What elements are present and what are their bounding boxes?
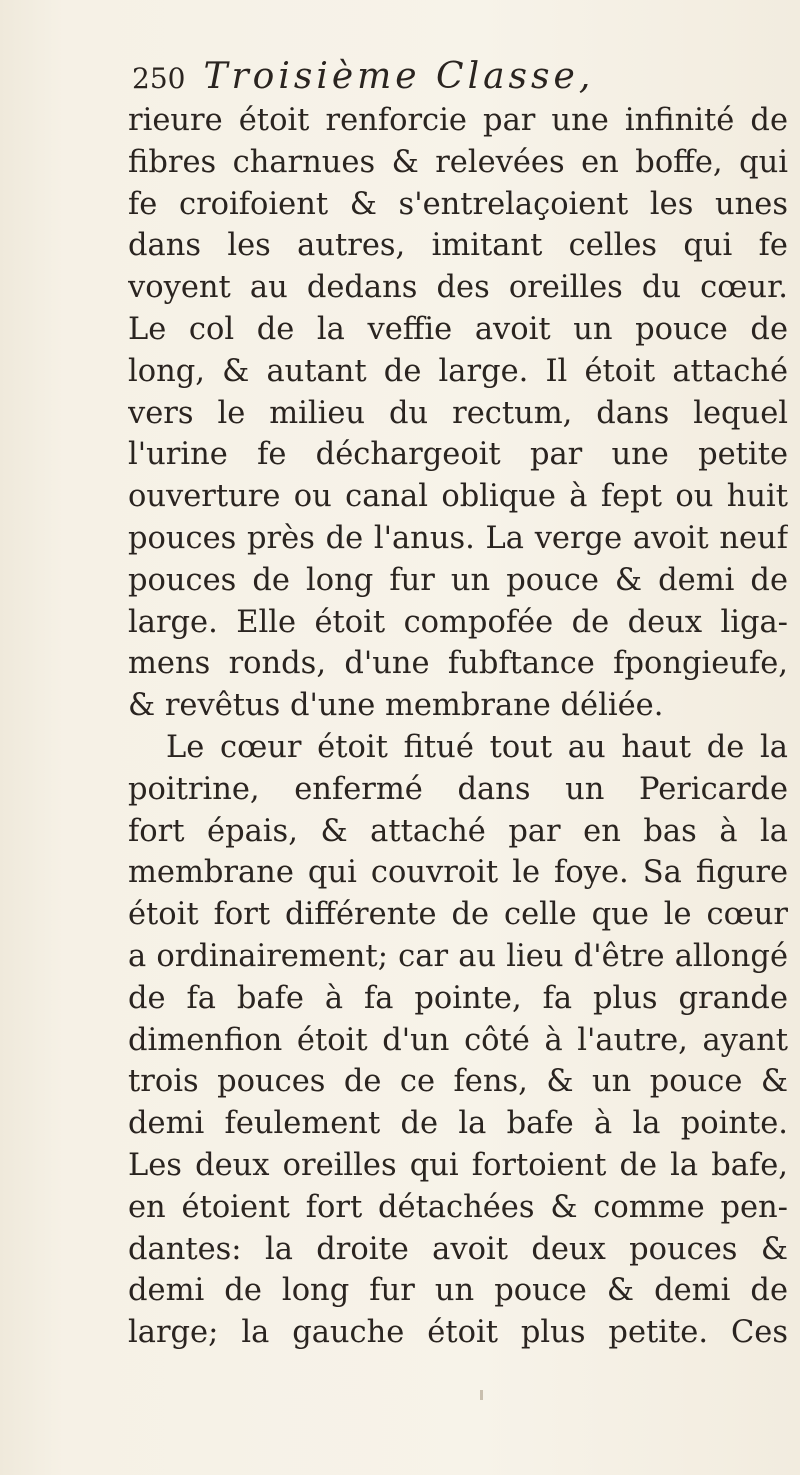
text-line: dimenfion étoit d'un côté à l'autre, ayant xyxy=(128,1022,788,1058)
text-line: dantes: la droite avoit deux pouces & xyxy=(128,1231,788,1267)
text-line: ouverture ou canal oblique à fept ou huit xyxy=(128,479,788,515)
text-line: dans les autres, imitant celles qui fe xyxy=(128,228,788,264)
text-line: large. Elle étoit compofée de deux liga- xyxy=(128,604,788,640)
text-line: pouces près de l'anus. La verge avoit neuf xyxy=(128,520,788,556)
text-line: poitrine, enfermé dans un Pericarde xyxy=(128,771,788,807)
text-line: pouces de long fur un pouce & demi de xyxy=(128,562,788,598)
running-header xyxy=(132,52,782,102)
text-line: rieure étoit renforcie par une infinité de xyxy=(128,103,788,138)
text-line: demi de long fur un pouce & demi de xyxy=(128,1273,788,1309)
text-line: long, & autant de large. Il étoit attaché xyxy=(128,353,788,389)
text-line: a ordinairement; car au lieu d'être allongé xyxy=(128,938,788,974)
text-line: demi feulement de la bafe à la pointe. xyxy=(128,1106,788,1142)
text-line: Les deux oreilles qui fortoient de la bafe, xyxy=(128,1147,788,1183)
text-line: trois pouces de ce fens, & un pouce & xyxy=(128,1064,788,1100)
text-line: membrane qui couvroit le foye. Sa figure xyxy=(128,855,788,891)
page-number: 250 xyxy=(132,62,186,95)
body-text xyxy=(128,100,788,1354)
text-line: voyent au dedans des oreilles du cœur. xyxy=(128,270,788,306)
text-line: en étoient fort détachées & comme pen- xyxy=(128,1189,788,1225)
text-line: fe croifoient & s'entrelaçoient les unes xyxy=(128,186,788,222)
paper-speck xyxy=(480,1390,483,1400)
text-line: & revêtus d'une membrane déliée. xyxy=(128,688,664,724)
text-line: de fa bafe à fa pointe, fa plus grande xyxy=(128,980,788,1016)
text-line: étoit fort différente de celle que le cœur xyxy=(128,897,788,933)
text-line: Le col de la veffie avoit un pouce de xyxy=(128,311,788,347)
text-line: vers le milieu du rectum, dans lequel xyxy=(128,395,788,431)
text-line: fibres charnues & relevées en boffe, qui xyxy=(128,144,788,180)
text-line: fort épais, & attaché par en bas à la xyxy=(128,813,788,849)
text-line: Le cœur étoit fitué tout au haut de la xyxy=(166,729,788,765)
text-line: large; la gauche étoit plus petite. Ces xyxy=(128,1315,788,1351)
text-line: l'urine fe déchargeoit par une petite xyxy=(128,437,788,473)
running-title: Troisième Classe, xyxy=(203,56,595,97)
text-line: mens ronds, d'une fubftance fpongieufe, xyxy=(128,646,788,682)
